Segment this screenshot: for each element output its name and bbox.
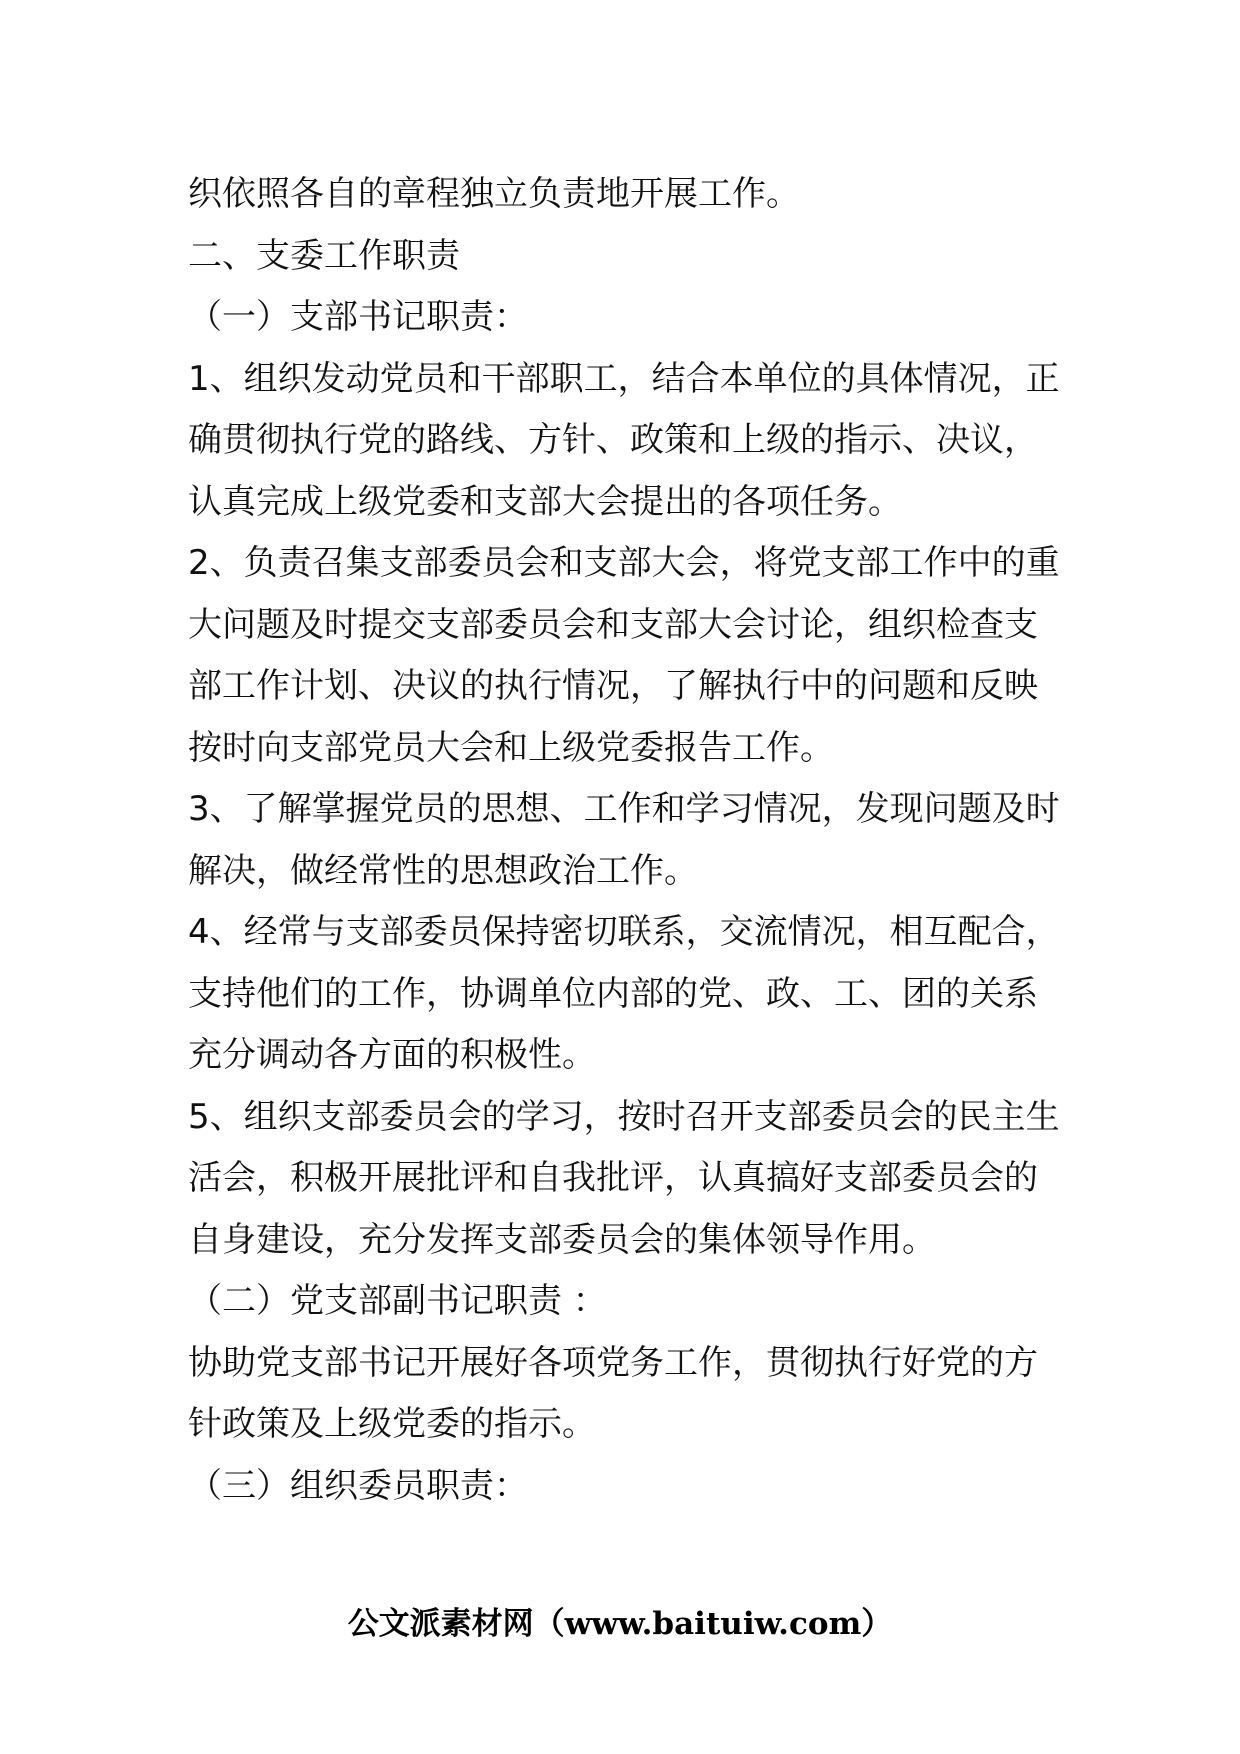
paragraph-line: 3、了解掌握党员的思想、工作和学习情况，发现问题及时 — [188, 789, 1060, 829]
paragraph-line: 解决，做经常性的思想政治工作。 — [188, 850, 698, 891]
paragraph-line: 活会，积极开展批评和自我批评，认真搞好支部委员会的 — [188, 1158, 1038, 1198]
paragraph-line: 4、经常与支部委员保持密切联系，交流情况，相互配合， — [188, 912, 1060, 952]
paragraph-line: 针政策及上级党委的指示。 — [188, 1404, 596, 1444]
subsection-heading: （三）组织委员职责： — [188, 1465, 528, 1506]
paragraph-line: 确贯彻执行党的路线、方针、政策和上级的指示、决议， — [188, 420, 1038, 460]
subsection-heading: （一）支部书记职责： — [188, 297, 528, 337]
paragraph-line: 自身建设，充分发挥支部委员会的集体领导作用。 — [188, 1219, 936, 1260]
subsection-heading: （二）党支部副书记职责 ： — [188, 1281, 607, 1321]
paragraph-line: 支持他们的工作，协调单位内部的党、政、工、团的关系 — [188, 973, 1038, 1014]
paragraph-line: 协助党支部书记开展好各项党务工作，贯彻执行好党的方 — [188, 1342, 1038, 1383]
document-body — [188, 164, 1068, 1517]
paragraph-line: 充分调动各方面的积极性。 — [188, 1035, 596, 1075]
paragraph-line: 2、负责召集支部委员会和支部大会，将党支部工作中的重 — [188, 543, 1060, 583]
paragraph-line: 1、组织发动党员和干部职工，结合本单位的具体情况，正 — [188, 358, 1060, 399]
paragraph-line: 按时向支部党员大会和上级党委报告工作。 — [188, 727, 834, 768]
paragraph-line: 5、组织支部委员会的学习，按时召开支部委员会的民主生 — [188, 1096, 1060, 1137]
footer-watermark: 公文派素材网（www.baituiw.com） — [347, 1606, 893, 1642]
paragraph-line: 认真完成上级党委和支部大会提出的各项任务。 — [188, 481, 902, 522]
paragraph-line: 部工作计划、决议的执行情况，了解执行中的问题和反映 — [188, 666, 1038, 706]
paragraph-line: 大问题及时提交支部委员会和支部大会讨论，组织检查支 — [188, 604, 1038, 645]
paragraph-line: 织依照各自的章程独立负责地开展工作。 — [188, 174, 800, 214]
section-heading: 二、支委工作职责 — [188, 235, 460, 276]
